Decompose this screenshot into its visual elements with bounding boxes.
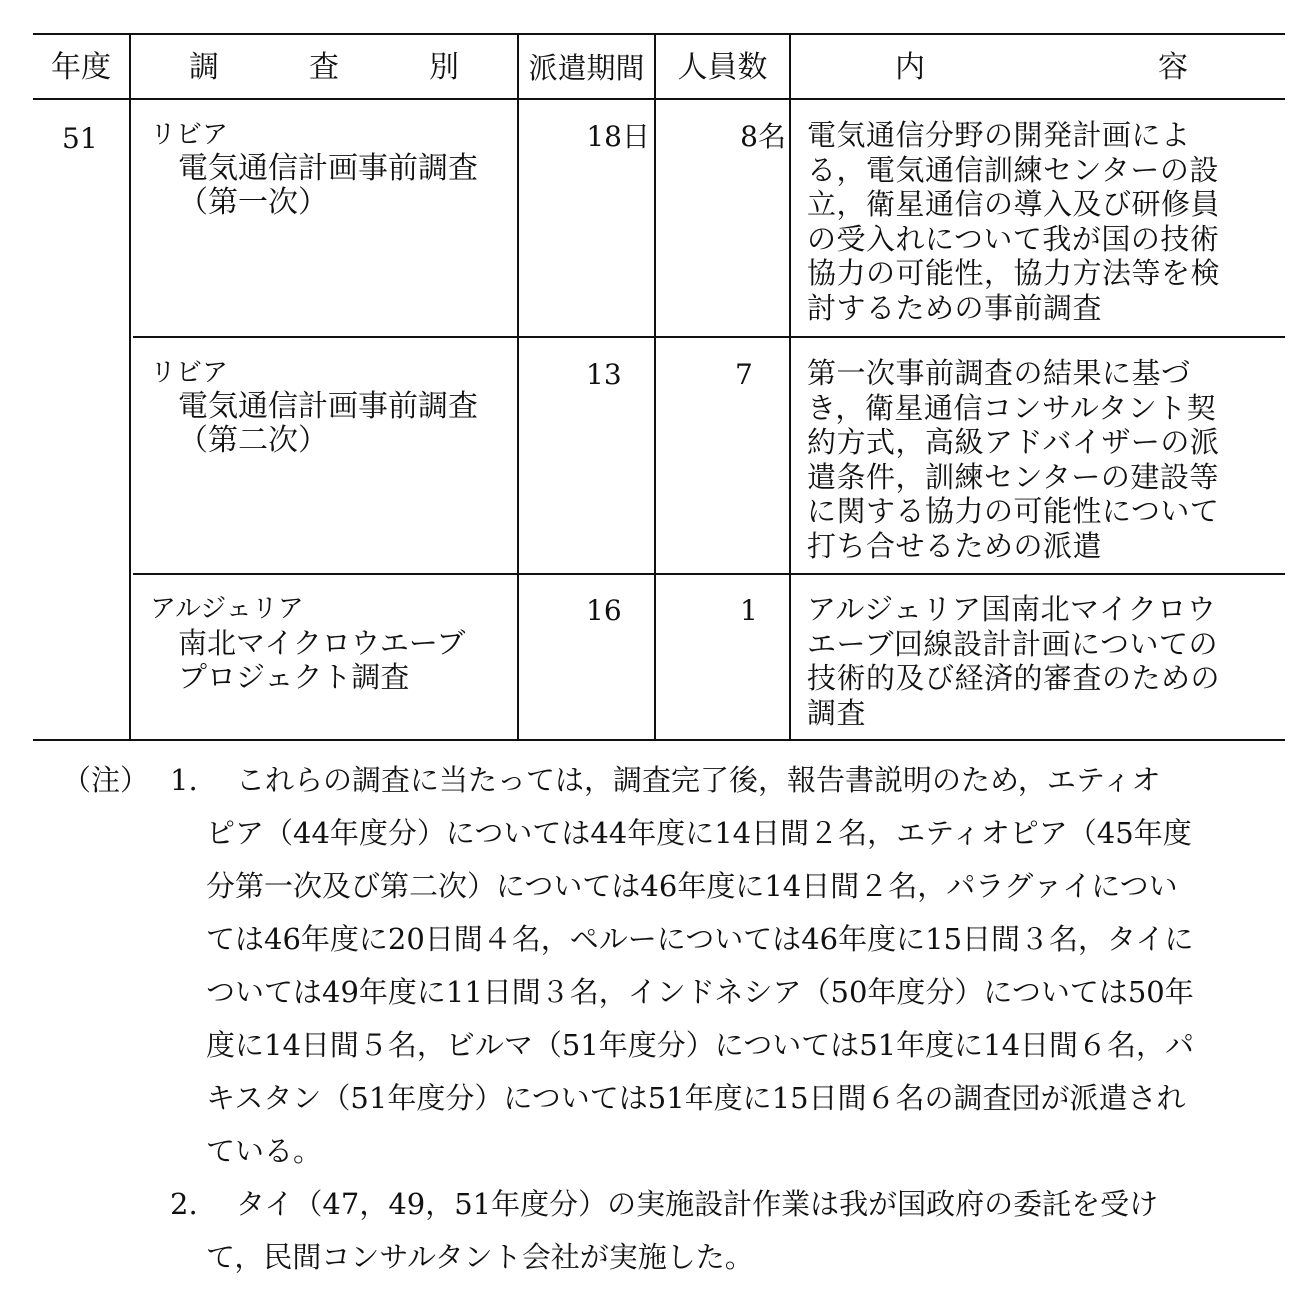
content-line: 打ち合せるための派遣: [807, 528, 1103, 563]
survey-title-line: 電気通信計画事前調査: [178, 389, 478, 424]
survey-country: リビア: [150, 120, 229, 150]
note-line: ている。: [206, 1134, 323, 1168]
note-item-1: [206, 754, 1291, 1178]
note-line: これらの調査に当たっては，調査完了後，報告書説明のため，エティオ: [236, 763, 1161, 797]
content-line: き，衛星通信コンサルタント契: [807, 390, 1217, 425]
persons-cell: 1: [740, 594, 758, 627]
content-cell: [807, 592, 1267, 730]
col-divider-persons: [789, 33, 791, 740]
row-divider-2: [133, 573, 1285, 575]
content-line: 調査: [807, 695, 867, 730]
content-cell: [807, 356, 1267, 564]
note-line: キスタン（51年度分）については51年度に15日間６名の調査団が派遣され: [206, 1081, 1186, 1115]
content-line: 遣条件，訓練センターの建設等: [807, 459, 1219, 494]
survey-country: リビア: [150, 358, 229, 388]
note-line: ピア（44年度分）については44年度に14日間２名，エティオピア（45年度: [206, 816, 1192, 850]
note-line: ついては49年度に11日間３名，インドネシア（50年度分）については50年: [206, 975, 1194, 1009]
content-line: 討するための事前調査: [807, 290, 1103, 325]
note-line: 度に14日間５名，ビルマ（51年度分）については51年度に14日間６名，パ: [206, 1028, 1195, 1062]
row-divider-1: [133, 336, 1285, 338]
survey-country: アルジェリア: [150, 594, 304, 624]
persons-cell: 7: [735, 358, 753, 391]
note-item-2: [206, 1178, 1291, 1284]
survey-title-line: 南北マイクロウエーブ: [178, 626, 466, 660]
header-period: 派遣期間: [528, 51, 645, 85]
period-cell: 13: [586, 358, 622, 391]
survey-title-line: プロジェクト調査: [178, 660, 410, 694]
content-line: に関する協力の可能性について: [807, 494, 1220, 529]
note-line: 分第一次及び第二次）については46年度に14日間２名，パラグァイについ: [206, 869, 1178, 903]
content-line: 電気通信分野の開発計画によ: [807, 118, 1191, 152]
header-bottom-rule: [33, 98, 1285, 100]
survey-title-line: （第一次）: [178, 185, 328, 220]
col-divider-year: [129, 33, 131, 740]
header-content-1: 内: [895, 50, 925, 85]
note-number: 2.: [170, 1187, 198, 1221]
note-line: タイ（47，49，51年度分）の実施設計作業は我が国政府の委託を受け: [236, 1187, 1159, 1221]
col-divider-survey: [517, 33, 519, 740]
period-cell: 16: [586, 594, 622, 627]
content-line: る，電気通信訓練センターの設: [807, 152, 1219, 187]
note-line: て，民間コンサルタント会社が実施した。: [206, 1240, 754, 1274]
header-content-2: 容: [1158, 50, 1188, 85]
header-persons: 人員数: [677, 50, 768, 85]
header-survey: 調 査 別: [189, 50, 459, 85]
period-cell: 18日: [586, 120, 650, 153]
note-line: ては46年度に20日間４名，ペルーについては46年度に15日間３名，タイに: [206, 922, 1194, 956]
header-year: 年度: [51, 50, 111, 85]
table-bottom-rule: [33, 739, 1285, 741]
survey-title-line: （第二次）: [178, 423, 328, 458]
content-line: の受入れについて我が国の技術: [807, 221, 1220, 256]
content-line: 技術的及び経済的審査のための: [807, 661, 1221, 696]
persons-cell: 8名: [740, 120, 786, 153]
survey-title-line: 電気通信計画事前調査: [178, 151, 478, 186]
content-cell: [807, 118, 1267, 326]
table-top-rule: [33, 33, 1285, 35]
content-line: 立，衛星通信の導入及び研修員: [807, 187, 1221, 222]
content-line: アルジェリア国南北マイクロウ: [807, 592, 1217, 626]
content-line: 協力の可能性，協力方法等を検: [807, 256, 1221, 291]
note-number: 1.: [170, 763, 198, 797]
content-line: 約方式，高級アドバイザーの派: [807, 425, 1220, 460]
content-line: 第一次事前調査の結果に基づ: [807, 356, 1191, 390]
year-cell: 51: [62, 122, 98, 155]
notes-label: （注）: [62, 763, 150, 797]
content-line: エーブ回線設計計画についての: [807, 626, 1218, 661]
